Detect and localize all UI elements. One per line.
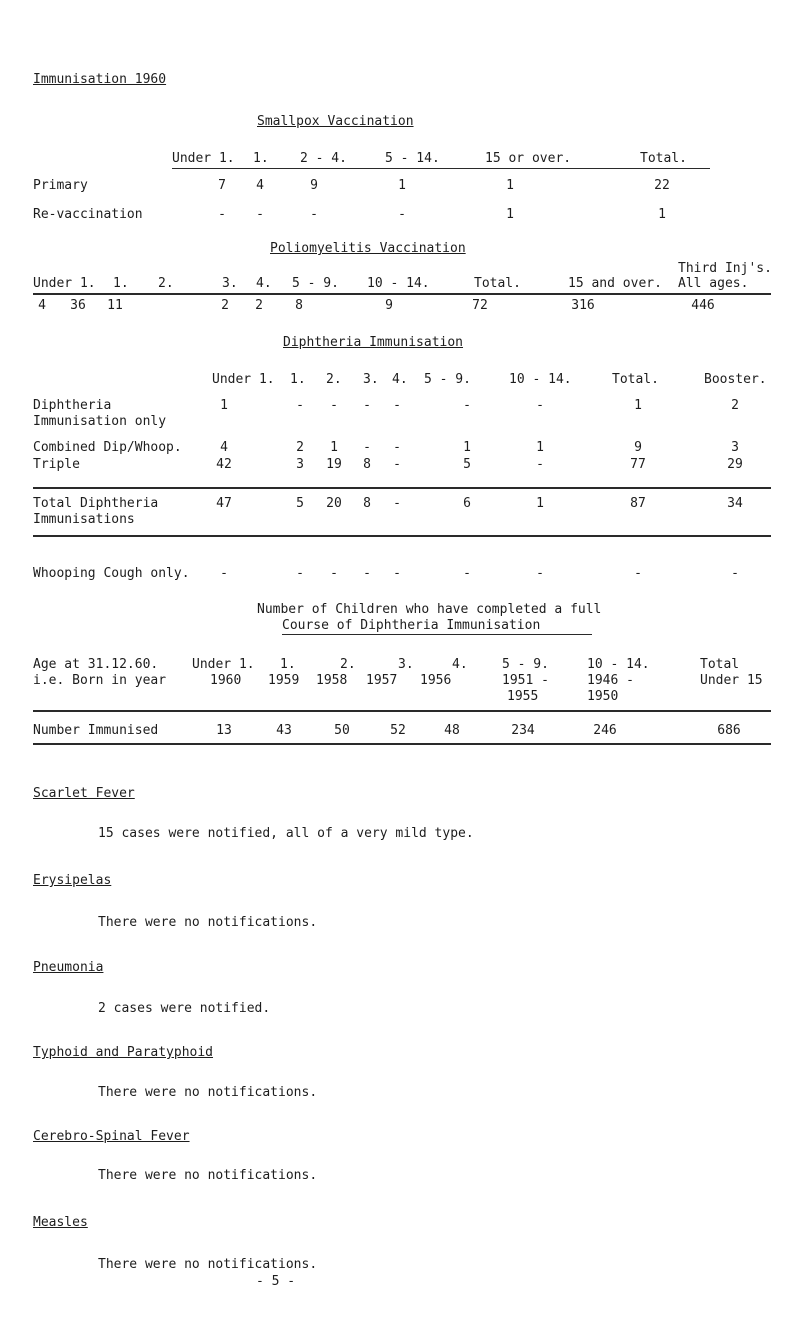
completed-year: Under 15 bbox=[700, 673, 763, 688]
table-cell: 6 bbox=[463, 496, 471, 511]
table-cell: - bbox=[363, 566, 371, 581]
table-cell: 29 bbox=[727, 457, 743, 472]
completed-header: 3. bbox=[398, 657, 414, 672]
section-text: There were no notifications. bbox=[98, 1257, 318, 1272]
row-label: Diphtheria bbox=[33, 398, 112, 413]
table-cell: 9 bbox=[385, 298, 393, 313]
section-heading: Cerebro-Spinal Fever bbox=[33, 1129, 190, 1144]
completed-header: 1. bbox=[280, 657, 296, 672]
table-cell: - bbox=[536, 566, 544, 581]
table-cell: - bbox=[218, 207, 226, 222]
table-cell: 43 bbox=[276, 723, 292, 738]
table-cell: 1 bbox=[634, 398, 642, 413]
table-cell: 9 bbox=[634, 440, 642, 455]
table-cell: 22 bbox=[654, 178, 670, 193]
table-cell: 2 bbox=[731, 398, 739, 413]
table-cell: 1 bbox=[658, 207, 666, 222]
polio-header: 4. bbox=[256, 276, 272, 291]
table-cell: 8 bbox=[295, 298, 303, 313]
table-cell: - bbox=[393, 457, 401, 472]
table-cell: - bbox=[463, 398, 471, 413]
table-cell: 52 bbox=[390, 723, 406, 738]
row-label: Immunisation only bbox=[33, 414, 167, 429]
table-cell: 686 bbox=[717, 723, 741, 738]
polio-header: 2. bbox=[158, 276, 174, 291]
completed-year: 1946 - bbox=[587, 673, 634, 688]
diphtheria-header: Total. bbox=[612, 372, 659, 387]
row-label: Triple bbox=[33, 457, 80, 472]
row-label: Combined Dip/Whoop. bbox=[33, 440, 182, 455]
table-cell: 47 bbox=[216, 496, 232, 511]
table-cell: - bbox=[393, 566, 401, 581]
completed-year: 1955 bbox=[507, 689, 539, 704]
row-label: Primary bbox=[33, 178, 88, 193]
table-cell: 72 bbox=[472, 298, 488, 313]
section-heading: Pneumonia bbox=[33, 960, 104, 975]
table-cell: - bbox=[256, 207, 264, 222]
table-cell: 4 bbox=[256, 178, 264, 193]
table-cell: 1 bbox=[506, 207, 514, 222]
row-label: Re-vaccination bbox=[33, 207, 143, 222]
table-cell: - bbox=[296, 398, 304, 413]
row-label: Number Immunised bbox=[33, 723, 159, 738]
smallpox-title: Smallpox Vaccination bbox=[257, 114, 414, 129]
table-cell: - bbox=[330, 566, 338, 581]
table-cell: - bbox=[220, 566, 228, 581]
table-cell: 11 bbox=[107, 298, 123, 313]
table-cell: - bbox=[634, 566, 642, 581]
completed-header: 5 - 9. bbox=[502, 657, 549, 672]
diphtheria-header: 5 - 9. bbox=[424, 372, 471, 387]
table-cell: 8 bbox=[363, 496, 371, 511]
table-cell: 2 bbox=[255, 298, 263, 313]
completed-header: Under 1. bbox=[192, 657, 255, 672]
diphtheria-header: 10 - 14. bbox=[509, 372, 572, 387]
completed-header: 10 - 14. bbox=[587, 657, 650, 672]
completed-year: 1950 bbox=[587, 689, 619, 704]
section-text: 2 cases were notified. bbox=[98, 1001, 271, 1016]
table-cell: 1 bbox=[463, 440, 471, 455]
smallpox-header: 15 or over. bbox=[485, 151, 572, 166]
completed-year: 1959 bbox=[268, 673, 300, 688]
table-cell: 77 bbox=[630, 457, 646, 472]
polio-header: All ages. bbox=[678, 276, 749, 291]
section-text: There were no notifications. bbox=[98, 915, 318, 930]
table-cell: 5 bbox=[296, 496, 304, 511]
table-cell: 42 bbox=[216, 457, 232, 472]
table-cell: - bbox=[536, 457, 544, 472]
polio-header: Third Inj's. bbox=[678, 261, 772, 276]
diphtheria-header: Under 1. bbox=[212, 372, 275, 387]
age-label: Age at 31.12.60. bbox=[33, 657, 159, 672]
polio-header: Under 1. bbox=[33, 276, 96, 291]
completed-title: Number of Children who have completed a full bbox=[257, 602, 602, 617]
table-cell: 246 bbox=[593, 723, 617, 738]
polio-header: 1. bbox=[113, 276, 129, 291]
smallpox-header: Total. bbox=[640, 151, 687, 166]
table-cell: 87 bbox=[630, 496, 646, 511]
table-cell: 4 bbox=[38, 298, 46, 313]
table-cell: - bbox=[363, 398, 371, 413]
table-cell: - bbox=[393, 496, 401, 511]
diphtheria-header: Booster. bbox=[704, 372, 767, 387]
completed-year: 1957 bbox=[366, 673, 398, 688]
completed-year: 1958 bbox=[316, 673, 348, 688]
table-cell: 5 bbox=[463, 457, 471, 472]
completed-header: 2. bbox=[340, 657, 356, 672]
table-cell: 36 bbox=[70, 298, 86, 313]
table-cell: 234 bbox=[511, 723, 535, 738]
table-cell: 48 bbox=[444, 723, 460, 738]
table-cell: 1 bbox=[536, 440, 544, 455]
table-cell: 50 bbox=[334, 723, 350, 738]
section-text: There were no notifications. bbox=[98, 1168, 318, 1183]
row-label: Whooping Cough only. bbox=[33, 566, 190, 581]
table-cell: 8 bbox=[363, 457, 371, 472]
page-number: - 5 - bbox=[256, 1274, 296, 1289]
table-cell: 1 bbox=[506, 178, 514, 193]
table-cell: 9 bbox=[310, 178, 318, 193]
section-text: 15 cases were notified, all of a very mild type. bbox=[98, 826, 474, 841]
completed-year: 1956 bbox=[420, 673, 452, 688]
completed-header: 4. bbox=[452, 657, 468, 672]
table-cell: - bbox=[296, 566, 304, 581]
completed-header: Total bbox=[700, 657, 740, 672]
row-label: Total Diphtheria bbox=[33, 496, 159, 511]
table-cell: 3 bbox=[296, 457, 304, 472]
completed-year: 1960 bbox=[210, 673, 242, 688]
polio-header: 5 - 9. bbox=[292, 276, 339, 291]
table-cell: - bbox=[398, 207, 406, 222]
table-cell: 1 bbox=[330, 440, 338, 455]
diphtheria-header: 1. bbox=[290, 372, 306, 387]
table-cell: - bbox=[393, 398, 401, 413]
polio-header: Total. bbox=[474, 276, 521, 291]
section-heading: Measles bbox=[33, 1215, 88, 1230]
section-text: There were no notifications. bbox=[98, 1085, 318, 1100]
table-cell: 19 bbox=[326, 457, 342, 472]
table-cell: 7 bbox=[218, 178, 226, 193]
table-cell: 3 bbox=[731, 440, 739, 455]
table-cell: 4 bbox=[220, 440, 228, 455]
page-title: Immunisation 1960 bbox=[33, 72, 167, 87]
table-cell: 2 bbox=[296, 440, 304, 455]
table-cell: - bbox=[363, 440, 371, 455]
section-heading: Typhoid and Paratyphoid bbox=[33, 1045, 214, 1060]
table-cell: 1 bbox=[220, 398, 228, 413]
table-cell: - bbox=[393, 440, 401, 455]
diphtheria-title: Diphtheria Immunisation bbox=[283, 335, 464, 350]
smallpox-header: 1. bbox=[253, 151, 269, 166]
table-cell: - bbox=[463, 566, 471, 581]
completed-title: Course of Diphtheria Immunisation bbox=[282, 618, 541, 633]
polio-title: Poliomyelitis Vaccination bbox=[270, 241, 466, 256]
section-heading: Erysipelas bbox=[33, 873, 112, 888]
table-cell: - bbox=[731, 566, 739, 581]
table-cell: 446 bbox=[691, 298, 715, 313]
table-cell: - bbox=[330, 398, 338, 413]
smallpox-header: 5 - 14. bbox=[385, 151, 440, 166]
diphtheria-header: 3. bbox=[363, 372, 379, 387]
table-cell: 20 bbox=[326, 496, 342, 511]
table-cell: 34 bbox=[727, 496, 743, 511]
row-label: Immunisations bbox=[33, 512, 135, 527]
age-label: i.e. Born in year bbox=[33, 673, 167, 688]
diphtheria-header: 2. bbox=[326, 372, 342, 387]
table-cell: 1 bbox=[398, 178, 406, 193]
smallpox-header: 2 - 4. bbox=[300, 151, 347, 166]
table-cell: 316 bbox=[571, 298, 595, 313]
table-cell: 13 bbox=[216, 723, 232, 738]
polio-header: 15 and over. bbox=[568, 276, 662, 291]
completed-year: 1951 - bbox=[502, 673, 549, 688]
table-cell: - bbox=[536, 398, 544, 413]
smallpox-header: Under 1. bbox=[172, 151, 235, 166]
table-cell: - bbox=[310, 207, 318, 222]
section-heading: Scarlet Fever bbox=[33, 786, 135, 801]
polio-header: 10 - 14. bbox=[367, 276, 430, 291]
diphtheria-header: 4. bbox=[392, 372, 408, 387]
table-cell: 2 bbox=[221, 298, 229, 313]
polio-header: 3. bbox=[222, 276, 238, 291]
table-cell: 1 bbox=[536, 496, 544, 511]
